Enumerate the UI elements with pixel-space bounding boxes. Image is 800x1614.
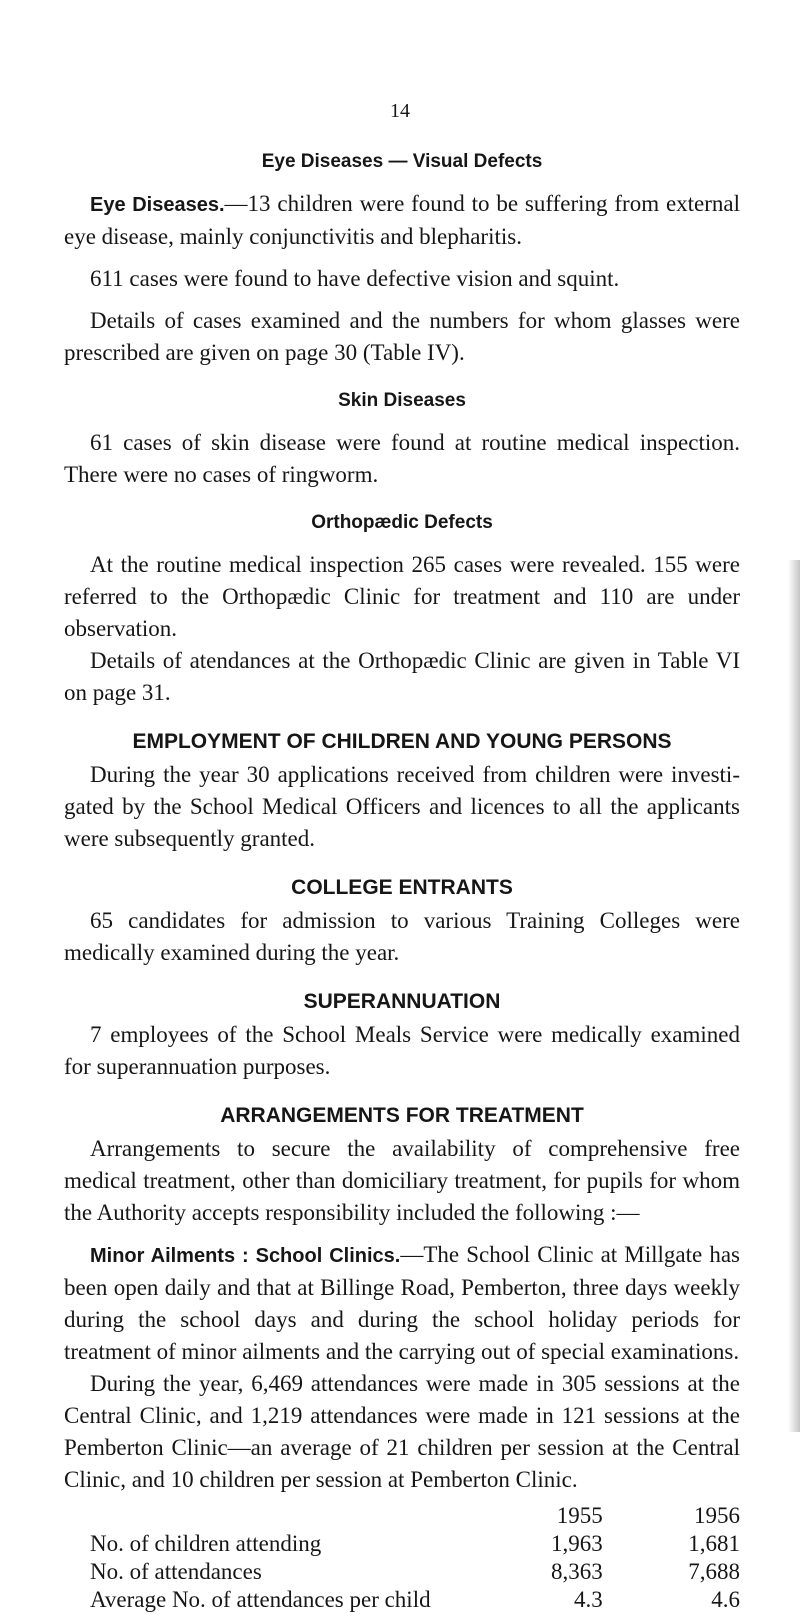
minor-ailments-paragraph: [64, 1239, 740, 1368]
orthopaedic-heading: Orthopædic Defects: [311, 512, 493, 533]
eye-diseases-text: —13 children were found to be suffering from external eye disease, mainly conjunctivitis and blepharitis.: [64, 191, 741, 249]
attendance-table: [64, 1502, 740, 1614]
glasses-details-paragraph: Details of cases examined and the numbers for whom glasses were prescribed are given on page 30 (Table IV).: [64, 308, 740, 365]
orthopaedic-paragraph-2: Details of atendances at the Orthopædic Clinic are given in Table VI on page 31.: [64, 648, 740, 705]
skin-diseases-heading: Skin Diseases: [338, 390, 466, 411]
page-edge-shadow: [788, 560, 800, 1432]
table-cell-1956: 7,688: [688, 1559, 740, 1584]
defective-vision-paragraph: 611 cases were found to have defective vision and squint.: [90, 266, 620, 291]
arrangements-heading: ARRANGEMENTS FOR TREATMENT: [220, 1104, 584, 1127]
skin-diseases-paragraph: 61 cases of skin disease were found at routine medical inspection. There were no cases of ringworm.: [64, 430, 740, 487]
table-row-label: No. of children attending: [90, 1531, 322, 1556]
table-cell-1956: 1,681: [688, 1531, 740, 1556]
employment-paragraph: During the year 30 applications received from children were investigated by the School Medical Officers and licences to all the applicants were subsequently granted.: [64, 762, 740, 851]
arrangements-paragraph: Arrangements to secure the availability of comprehensive free medical treatment, other than domiciliary treatment, for pupils for whom the Authority accepts responsibility included the following :—: [64, 1136, 740, 1225]
superannuation-paragraph: 7 employees of the School Meals Service were medically examined for superannuation purposes.: [64, 1022, 740, 1079]
table-cell-1955: 1,963: [551, 1531, 603, 1556]
table-row-label: Average No. of attendances per child: [90, 1587, 431, 1612]
orthopaedic-paragraph-1: At the routine medical inspection 265 cases were revealed. 155 were referred to the Orthopædic Clinic for treatment and 110 are under observation.: [64, 552, 740, 641]
table-cell-1956: 4.6: [711, 1587, 740, 1612]
table-header-cell: [64, 1502, 510, 1530]
minor-ailments-text: —The School Clinic at Millgate has been open daily and that at Billinge Road, Pemberton, three days weekly during the school days and during the school holiday periods for treatment of minor ailments and the carrying out of special examinations.: [64, 1242, 741, 1364]
table-header-cell: 1956: [694, 1503, 740, 1528]
college-entrants-paragraph: 65 candidates for admission to various Training Colleges were medically examined during the year.: [64, 908, 740, 965]
table-cell-1955: 8,363: [551, 1559, 603, 1584]
table-row: [64, 1530, 740, 1558]
eye-diseases-heading: Eye Diseases — Visual Defects: [261, 151, 543, 172]
table-row: [64, 1558, 740, 1586]
table-row: [64, 1586, 740, 1614]
table-row-label: No. of attendances: [90, 1559, 262, 1584]
clinic-attendance-paragraph: During the year, 6,469 attendances were made in 305 sessions at the Central Clinic, and 1,219 attendances were made in 121 sessions at the Pemberton Clinic—an average of 21 children per session at the Central Clinic, and 10 children per session at Pemberton Clinic.: [64, 1371, 740, 1492]
minor-ailments-lead: Minor Ailments : School Clinics.: [90, 1245, 401, 1267]
superannuation-heading: SUPERANNUATION: [303, 990, 501, 1013]
table-header-cell: 1955: [556, 1503, 603, 1528]
page-content: [64, 146, 740, 1614]
eye-diseases-paragraph: [64, 188, 740, 253]
page-number: 14: [390, 100, 410, 122]
table-cell-1955: 4.3: [574, 1587, 603, 1612]
eye-diseases-lead: Eye Diseases.: [90, 194, 225, 216]
employment-heading: EMPLOYMENT OF CHILDREN AND YOUNG PERSONS: [132, 730, 672, 753]
table-header-row: [64, 1502, 740, 1530]
college-entrants-heading: COLLEGE ENTRANTS: [291, 876, 513, 899]
